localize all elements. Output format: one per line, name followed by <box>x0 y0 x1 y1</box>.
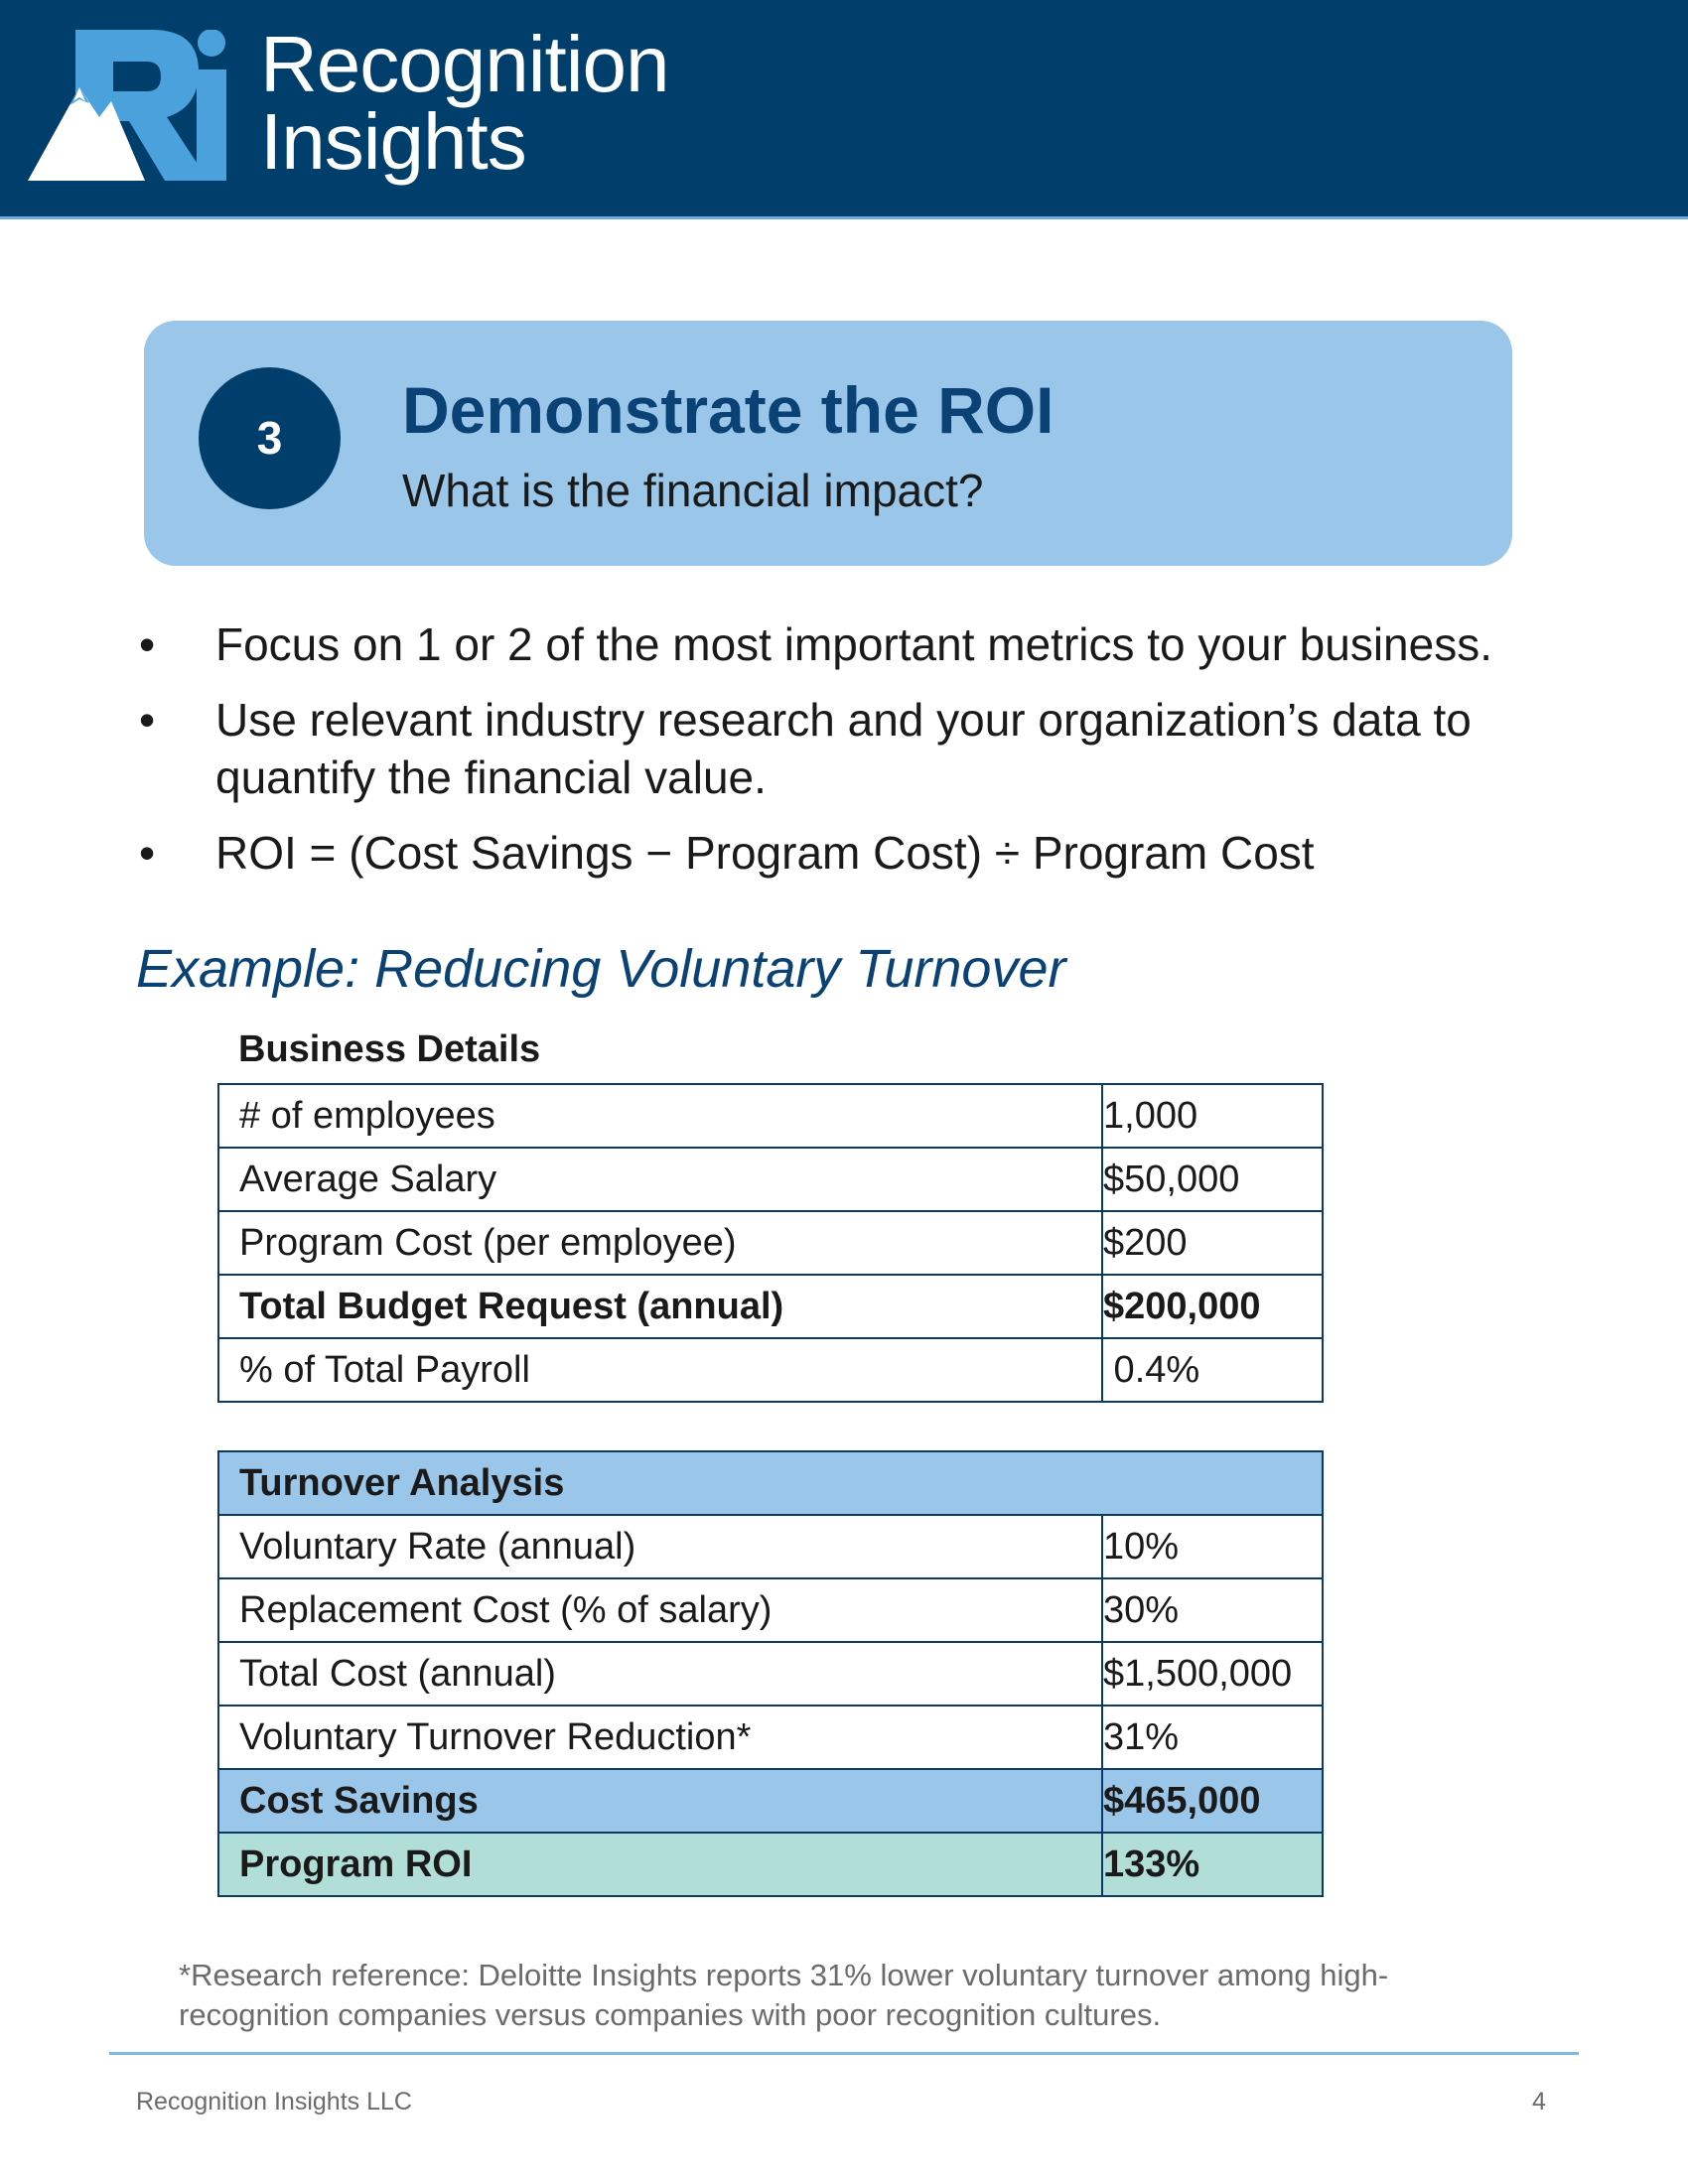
bullet-dot-icon: • <box>139 618 156 670</box>
row-value: 133% <box>1102 1833 1323 1896</box>
logo-line-2: Insights <box>260 97 526 186</box>
step-title: Demonstrate the ROI <box>402 373 1055 447</box>
row-value: 10% <box>1102 1515 1323 1578</box>
row-value: $465,000 <box>1102 1769 1323 1833</box>
company-logo-mark <box>28 30 231 181</box>
row-value: 30% <box>1102 1578 1323 1642</box>
step-callout <box>144 321 1512 566</box>
row-value: 1,000 <box>1102 1084 1323 1148</box>
table-header-row <box>218 1451 1323 1515</box>
business-details-caption: Business Details <box>238 1028 541 1070</box>
table-row <box>218 1515 1323 1578</box>
footer-divider <box>109 2052 1579 2055</box>
row-label: Replacement Cost (% of salary) <box>218 1578 1102 1642</box>
row-label: Program Cost (per employee) <box>218 1211 1102 1275</box>
row-value: $50,000 <box>1102 1148 1323 1211</box>
table-row-cost-savings <box>218 1769 1323 1833</box>
footer-company: Recognition Insights LLC <box>136 2088 412 2116</box>
page-number: 4 <box>1532 2088 1546 2116</box>
row-label: # of employees <box>218 1084 1102 1148</box>
row-label: Total Cost (annual) <box>218 1642 1102 1706</box>
company-logo-text <box>260 20 669 186</box>
step-number-badge: 3 <box>199 367 341 509</box>
row-value: 0.4% <box>1102 1338 1323 1402</box>
table-row <box>218 1642 1323 1706</box>
bullet-text: Use relevant industry research and your organization’s data to quantify the financial value. <box>215 694 1472 803</box>
row-label: Cost Savings <box>218 1769 1102 1833</box>
table-row <box>218 1578 1323 1642</box>
row-label: Average Salary <box>218 1148 1102 1211</box>
table-row <box>218 1148 1323 1211</box>
research-footnote: *Research reference: Deloitte Insights reports 31% lower voluntary turnover among high-recognition companies versus companies with poor recognition cultures. <box>179 1958 1389 2032</box>
step-subtitle: What is the financial impact? <box>402 465 984 516</box>
table-row <box>218 1706 1323 1769</box>
row-value: 31% <box>1102 1706 1323 1769</box>
row-label: Total Budget Request (annual) <box>218 1275 1102 1338</box>
bullet-item <box>139 824 1628 882</box>
bullet-text: Focus on 1 or 2 of the most important metrics to your business. <box>215 618 1493 670</box>
row-label: Program ROI <box>218 1833 1102 1896</box>
row-label: % of Total Payroll <box>218 1338 1102 1402</box>
table-row-program-roi <box>218 1833 1323 1896</box>
turnover-analysis-header: Turnover Analysis <box>218 1451 1323 1515</box>
example-title: Example: Reducing Voluntary Turnover <box>136 939 1066 999</box>
row-label: Voluntary Turnover Reduction* <box>218 1706 1102 1769</box>
bullet-text: ROI = (Cost Savings − Program Cost) ÷ Program Cost <box>215 827 1315 879</box>
bullet-list <box>139 615 1628 899</box>
row-value: $200 <box>1102 1211 1323 1275</box>
table-row <box>218 1338 1323 1402</box>
row-value: $1,500,000 <box>1102 1642 1323 1706</box>
row-value: $200,000 <box>1102 1275 1323 1338</box>
bullet-item <box>139 615 1628 673</box>
page-header <box>0 0 1688 219</box>
row-label: Voluntary Rate (annual) <box>218 1515 1102 1578</box>
table-row <box>218 1084 1323 1148</box>
turnover-analysis-table <box>217 1450 1324 1897</box>
bullet-dot-icon: • <box>139 694 156 746</box>
logo-line-1: Recognition <box>260 20 669 108</box>
table-row <box>218 1211 1323 1275</box>
bullet-dot-icon: • <box>139 827 156 879</box>
bullet-item <box>139 691 1628 806</box>
business-details-table <box>217 1083 1324 1403</box>
table-row-total-budget <box>218 1275 1323 1338</box>
